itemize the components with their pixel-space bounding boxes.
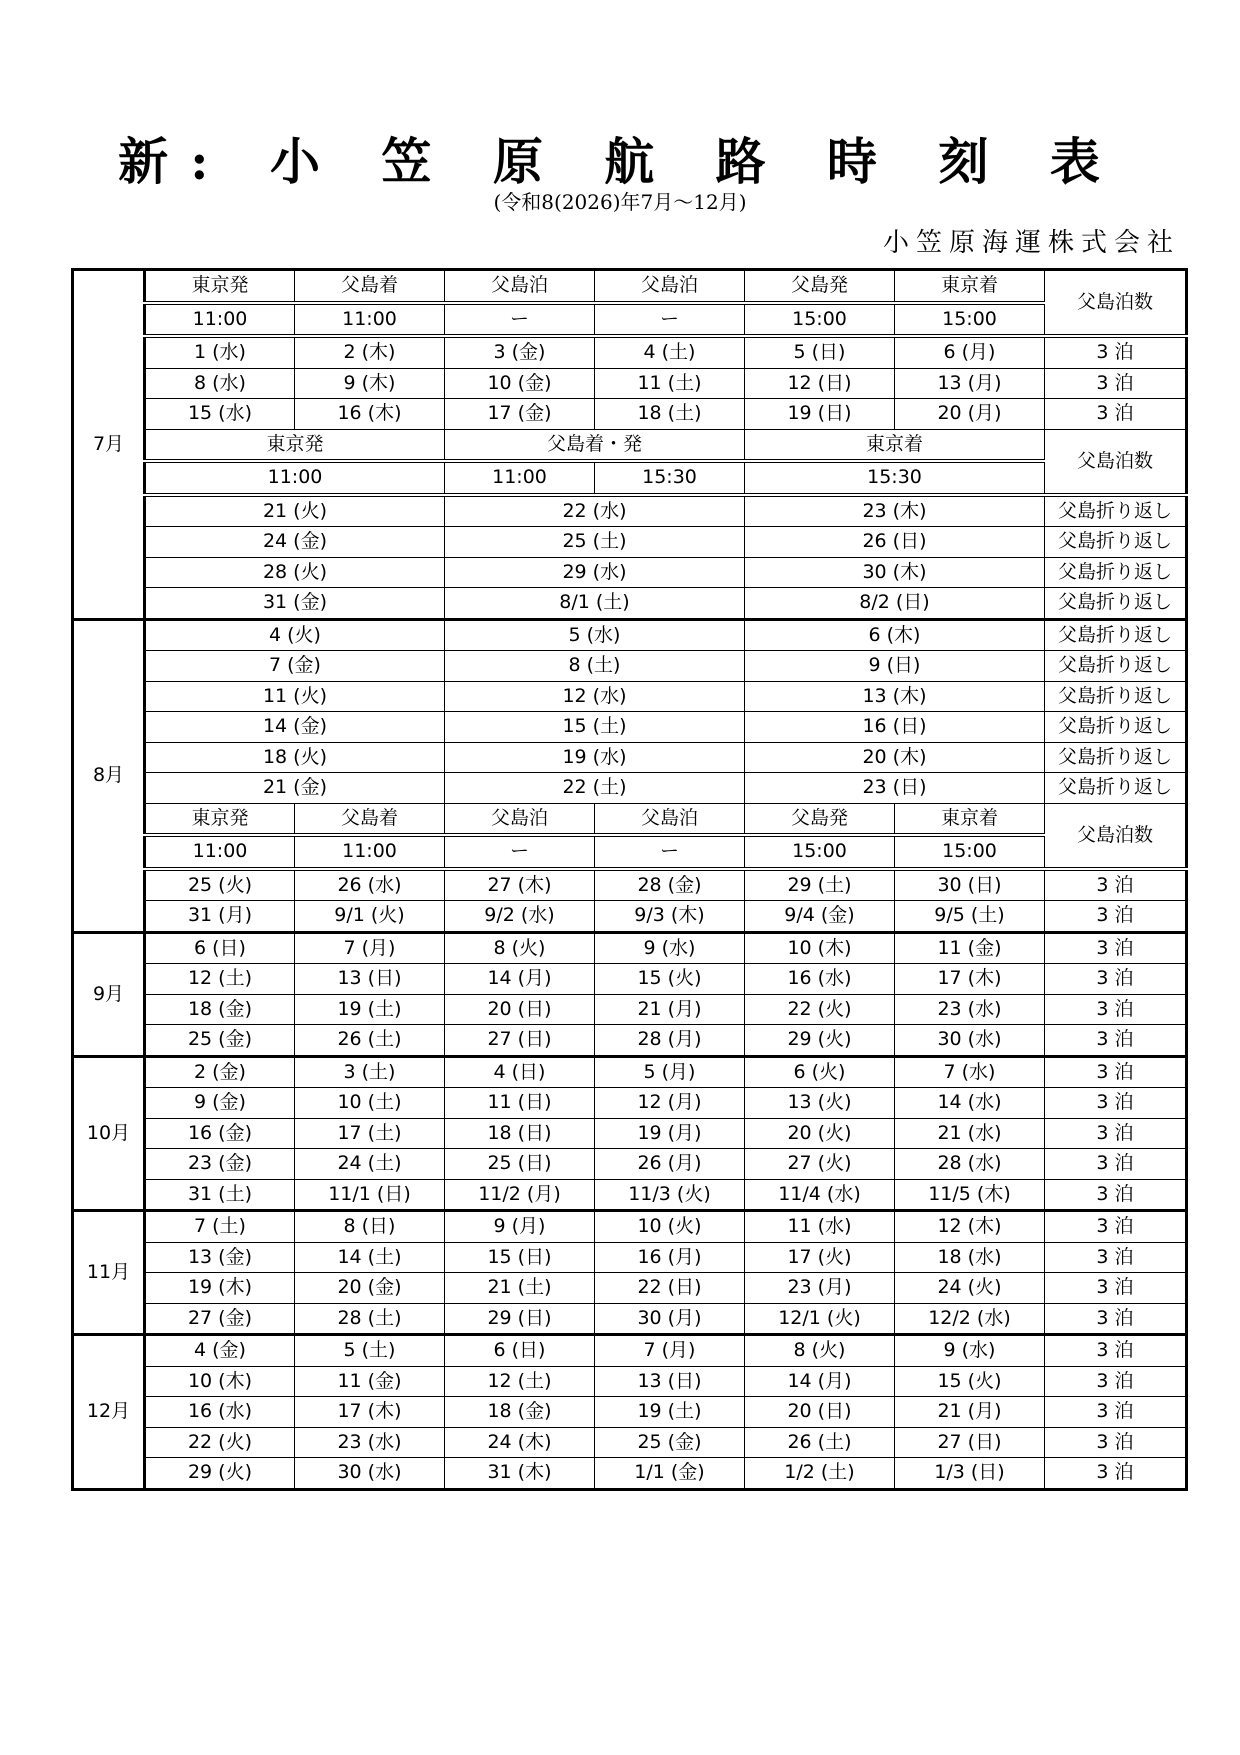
header-row: [73, 270, 1187, 303]
date-cell: 15 (日): [445, 1242, 595, 1273]
table-row: [73, 1211, 1187, 1243]
column-header: 東京着: [895, 270, 1045, 303]
date-cell: 6 (木): [745, 619, 1045, 651]
time-cell: 15:30: [595, 461, 745, 495]
month-label: 10月: [73, 1056, 145, 1211]
nights-cell: 3 泊: [1045, 1211, 1187, 1243]
date-cell: 11 (水): [745, 1211, 895, 1243]
table-row: [73, 588, 1187, 620]
column-header: 父島発: [745, 803, 895, 835]
nights-cell: 3 泊: [1045, 1273, 1187, 1304]
date-cell: 16 (月): [595, 1242, 745, 1273]
table-row: [73, 773, 1187, 804]
time-cell: 15:00: [895, 835, 1045, 869]
date-cell: 12 (日): [745, 368, 895, 399]
table-row: [73, 869, 1187, 901]
month-label: 9月: [73, 932, 145, 1056]
time-cell: 11:00: [145, 303, 295, 337]
date-cell: 2 (金): [145, 1056, 295, 1088]
date-cell: 8 (水): [145, 368, 295, 399]
date-cell: 7 (月): [295, 932, 445, 964]
time-cell: 11:00: [295, 303, 445, 337]
date-cell: 9 (木): [295, 368, 445, 399]
date-cell: 30 (日): [895, 869, 1045, 901]
table-row: [73, 399, 1187, 430]
date-cell: 12/1 (火): [745, 1303, 895, 1335]
date-cell: 13 (木): [745, 681, 1045, 712]
table-row: [73, 712, 1187, 743]
table-row: [73, 994, 1187, 1025]
table-row: [73, 1273, 1187, 1304]
column-header: 父島泊: [445, 270, 595, 303]
table-row: [73, 1056, 1187, 1088]
turnaround-cell: 父島折り返し: [1045, 588, 1187, 620]
date-cell: 21 (金): [145, 773, 445, 804]
date-cell: 22 (土): [445, 773, 745, 804]
company-name: 小笠原海運株式会社: [882, 228, 1180, 258]
date-cell: 9/5 (土): [895, 901, 1045, 933]
nights-cell: 3 泊: [1045, 1335, 1187, 1367]
date-cell: 23 (日): [745, 773, 1045, 804]
date-cell: 15 (土): [445, 712, 745, 743]
date-cell: 14 (金): [145, 712, 445, 743]
date-cell: 21 (火): [145, 495, 445, 527]
date-cell: 27 (木): [445, 869, 595, 901]
date-cell: 14 (土): [295, 1242, 445, 1273]
date-cell: 23 (水): [295, 1427, 445, 1458]
date-cell: 9 (日): [745, 651, 1045, 682]
date-cell: 12/2 (水): [895, 1303, 1045, 1335]
turnaround-cell: 父島折り返し: [1045, 712, 1187, 743]
date-cell: 9/4 (金): [745, 901, 895, 933]
nights-header: 父島泊数: [1045, 429, 1187, 495]
date-cell: 20 (火): [745, 1118, 895, 1149]
date-cell: 31 (金): [145, 588, 445, 620]
date-cell: 5 (土): [295, 1335, 445, 1367]
nights-cell: 3 泊: [1045, 994, 1187, 1025]
nights-cell: 3 泊: [1045, 368, 1187, 399]
turnaround-cell: 父島折り返し: [1045, 742, 1187, 773]
nights-cell: 3 泊: [1045, 1179, 1187, 1211]
date-cell: 16 (木): [295, 399, 445, 430]
nights-cell: 3 泊: [1045, 1056, 1187, 1088]
date-cell: 31 (木): [445, 1458, 595, 1490]
time-row: [73, 835, 1187, 869]
date-cell: 18 (水): [895, 1242, 1045, 1273]
nights-cell: 3 泊: [1045, 1458, 1187, 1490]
date-cell: 12 (木): [895, 1211, 1045, 1243]
table-row: [73, 1366, 1187, 1397]
time-cell: 11:00: [145, 461, 445, 495]
date-cell: 17 (木): [895, 964, 1045, 995]
date-cell: 30 (月): [595, 1303, 745, 1335]
date-cell: 30 (水): [895, 1025, 1045, 1057]
date-cell: 28 (水): [895, 1149, 1045, 1180]
table-row: [73, 1088, 1187, 1119]
date-cell: 19 (日): [745, 399, 895, 430]
turnaround-cell: 父島折り返し: [1045, 557, 1187, 588]
timetable: [71, 268, 1188, 1491]
table-row: [73, 932, 1187, 964]
date-cell: 24 (土): [295, 1149, 445, 1180]
nights-cell: 3 泊: [1045, 1397, 1187, 1428]
table-row: [73, 964, 1187, 995]
date-cell: 7 (月): [595, 1335, 745, 1367]
date-cell: 24 (金): [145, 527, 445, 558]
month-label: 7月: [73, 270, 145, 620]
date-cell: 5 (水): [445, 619, 745, 651]
date-cell: 4 (土): [595, 336, 745, 368]
date-cell: 27 (火): [745, 1149, 895, 1180]
date-cell: 27 (金): [145, 1303, 295, 1335]
date-cell: 17 (木): [295, 1397, 445, 1428]
date-cell: 26 (土): [295, 1025, 445, 1057]
date-cell: 6 (日): [445, 1335, 595, 1367]
date-cell: 20 (月): [895, 399, 1045, 430]
date-cell: 19 (水): [445, 742, 745, 773]
column-header: 父島発: [745, 270, 895, 303]
time-cell: 11:00: [445, 461, 595, 495]
nights-cell: 3 泊: [1045, 1088, 1187, 1119]
date-cell: 8 (土): [445, 651, 745, 682]
date-cell: 26 (土): [745, 1427, 895, 1458]
date-cell: 9/3 (木): [595, 901, 745, 933]
date-cell: 15 (火): [595, 964, 745, 995]
table-row: [73, 1427, 1187, 1458]
date-cell: 21 (水): [895, 1118, 1045, 1149]
table-row: [73, 1303, 1187, 1335]
time-cell: ー: [595, 835, 745, 869]
date-cell: 12 (水): [445, 681, 745, 712]
date-cell: 3 (金): [445, 336, 595, 368]
date-cell: 14 (水): [895, 1088, 1045, 1119]
nights-cell: 3 泊: [1045, 869, 1187, 901]
date-cell: 1 (水): [145, 336, 295, 368]
time-cell: 11:00: [295, 835, 445, 869]
date-cell: 20 (日): [445, 994, 595, 1025]
date-cell: 11/3 (火): [595, 1179, 745, 1211]
date-cell: 18 (金): [145, 994, 295, 1025]
table-row: [73, 1397, 1187, 1428]
time-cell: 15:00: [895, 303, 1045, 337]
date-cell: 20 (木): [745, 742, 1045, 773]
turnaround-cell: 父島折り返し: [1045, 681, 1187, 712]
nights-cell: 3 泊: [1045, 1366, 1187, 1397]
date-cell: 27 (日): [895, 1427, 1045, 1458]
date-cell: 26 (月): [595, 1149, 745, 1180]
date-cell: 12 (土): [445, 1366, 595, 1397]
nights-cell: 3 泊: [1045, 1427, 1187, 1458]
date-cell: 4 (火): [145, 619, 445, 651]
date-cell: 6 (日): [145, 932, 295, 964]
date-cell: 8 (日): [295, 1211, 445, 1243]
date-cell: 10 (木): [745, 932, 895, 964]
date-cell: 23 (月): [745, 1273, 895, 1304]
table-row: [73, 1242, 1187, 1273]
time-cell: 11:00: [145, 835, 295, 869]
date-cell: 7 (金): [145, 651, 445, 682]
date-cell: 6 (月): [895, 336, 1045, 368]
column-header: 父島泊: [595, 803, 745, 835]
date-cell: 25 (土): [445, 527, 745, 558]
nights-cell: 3 泊: [1045, 1118, 1187, 1149]
date-cell: 30 (木): [745, 557, 1045, 588]
turnaround-cell: 父島折り返し: [1045, 495, 1187, 527]
date-cell: 1/2 (土): [745, 1458, 895, 1490]
date-cell: 23 (金): [145, 1149, 295, 1180]
time-row: [73, 461, 1187, 495]
table-row: [73, 368, 1187, 399]
month-label: 11月: [73, 1211, 145, 1335]
date-cell: 4 (日): [445, 1056, 595, 1088]
time-cell: 15:00: [745, 835, 895, 869]
date-cell: 10 (木): [145, 1366, 295, 1397]
date-cell: 7 (土): [145, 1211, 295, 1243]
table-row: [73, 619, 1187, 651]
date-cell: 30 (水): [295, 1458, 445, 1490]
date-cell: 13 (日): [295, 964, 445, 995]
date-cell: 8/2 (日): [745, 588, 1045, 620]
nights-cell: 3 泊: [1045, 901, 1187, 933]
column-header: 東京発: [145, 429, 445, 461]
nights-header: 父島泊数: [1045, 803, 1187, 869]
table-row: [73, 1025, 1187, 1057]
date-cell: 11/2 (月): [445, 1179, 595, 1211]
date-cell: 16 (金): [145, 1118, 295, 1149]
date-cell: 2 (木): [295, 336, 445, 368]
date-cell: 29 (水): [445, 557, 745, 588]
header-row: [73, 803, 1187, 835]
nights-cell: 3 泊: [1045, 1242, 1187, 1273]
date-cell: 7 (水): [895, 1056, 1045, 1088]
date-cell: 11/4 (水): [745, 1179, 895, 1211]
page-title: 新: 小 笠 原 航 路 時 刻 表: [118, 132, 1122, 191]
date-cell: 22 (火): [745, 994, 895, 1025]
date-cell: 25 (日): [445, 1149, 595, 1180]
column-header: 父島泊: [595, 270, 745, 303]
date-cell: 31 (月): [145, 901, 295, 933]
date-cell: 13 (火): [745, 1088, 895, 1119]
table-row: [73, 527, 1187, 558]
date-cell: 9/1 (火): [295, 901, 445, 933]
date-cell: 15 (火): [895, 1366, 1045, 1397]
table-row: [73, 651, 1187, 682]
date-cell: 24 (火): [895, 1273, 1045, 1304]
date-cell: 13 (金): [145, 1242, 295, 1273]
date-cell: 12 (月): [595, 1088, 745, 1119]
turnaround-cell: 父島折り返し: [1045, 773, 1187, 804]
column-header: 父島泊: [445, 803, 595, 835]
header-row: [73, 429, 1187, 461]
date-cell: 17 (火): [745, 1242, 895, 1273]
date-cell: 18 (金): [445, 1397, 595, 1428]
date-cell: 1/3 (日): [895, 1458, 1045, 1490]
date-cell: 29 (火): [745, 1025, 895, 1057]
column-header: 父島着: [295, 803, 445, 835]
date-cell: 26 (日): [745, 527, 1045, 558]
date-cell: 21 (月): [595, 994, 745, 1025]
date-cell: 16 (水): [745, 964, 895, 995]
date-cell: 9 (水): [595, 932, 745, 964]
date-cell: 18 (火): [145, 742, 445, 773]
date-cell: 11 (日): [445, 1088, 595, 1119]
nights-header: 父島泊数: [1045, 270, 1187, 337]
table-row: [73, 901, 1187, 933]
time-cell: ー: [595, 303, 745, 337]
date-cell: 17 (金): [445, 399, 595, 430]
date-cell: 19 (土): [595, 1397, 745, 1428]
date-cell: 11 (金): [295, 1366, 445, 1397]
date-cell: 5 (月): [595, 1056, 745, 1088]
date-cell: 13 (日): [595, 1366, 745, 1397]
table-row: [73, 1335, 1187, 1367]
date-cell: 24 (木): [445, 1427, 595, 1458]
nights-cell: 3 泊: [1045, 399, 1187, 430]
date-cell: 9 (水): [895, 1335, 1045, 1367]
date-cell: 11 (金): [895, 932, 1045, 964]
table-row: [73, 1179, 1187, 1211]
date-cell: 22 (火): [145, 1427, 295, 1458]
table-row: [73, 336, 1187, 368]
nights-cell: 3 泊: [1045, 1149, 1187, 1180]
turnaround-cell: 父島折り返し: [1045, 527, 1187, 558]
date-cell: 5 (日): [745, 336, 895, 368]
date-cell: 8 (火): [445, 932, 595, 964]
column-header: 東京着: [745, 429, 1045, 461]
date-cell: 21 (土): [445, 1273, 595, 1304]
table-row: [73, 495, 1187, 527]
date-cell: 6 (火): [745, 1056, 895, 1088]
date-cell: 31 (土): [145, 1179, 295, 1211]
date-cell: 28 (土): [295, 1303, 445, 1335]
date-cell: 10 (金): [445, 368, 595, 399]
date-cell: 9/2 (水): [445, 901, 595, 933]
column-header: 東京発: [145, 803, 295, 835]
date-cell: 10 (土): [295, 1088, 445, 1119]
time-cell: ー: [445, 835, 595, 869]
turnaround-cell: 父島折り返し: [1045, 651, 1187, 682]
date-cell: 26 (水): [295, 869, 445, 901]
date-cell: 19 (木): [145, 1273, 295, 1304]
date-cell: 21 (月): [895, 1397, 1045, 1428]
column-header: 東京発: [145, 270, 295, 303]
table-row: [73, 1118, 1187, 1149]
table-row: [73, 681, 1187, 712]
date-cell: 16 (日): [745, 712, 1045, 743]
nights-cell: 3 泊: [1045, 336, 1187, 368]
date-cell: 11 (火): [145, 681, 445, 712]
column-header: 父島着: [295, 270, 445, 303]
date-cell: 17 (土): [295, 1118, 445, 1149]
date-cell: 11 (土): [595, 368, 745, 399]
date-cell: 16 (水): [145, 1397, 295, 1428]
date-cell: 14 (月): [745, 1366, 895, 1397]
date-cell: 23 (水): [895, 994, 1045, 1025]
date-cell: 25 (金): [145, 1025, 295, 1057]
date-cell: 4 (金): [145, 1335, 295, 1367]
date-cell: 20 (日): [745, 1397, 895, 1428]
date-cell: 10 (火): [595, 1211, 745, 1243]
date-cell: 19 (土): [295, 994, 445, 1025]
date-cell: 18 (日): [445, 1118, 595, 1149]
date-cell: 29 (土): [745, 869, 895, 901]
date-cell: 23 (木): [745, 495, 1045, 527]
date-cell: 3 (土): [295, 1056, 445, 1088]
time-cell: 15:00: [745, 303, 895, 337]
nights-cell: 3 泊: [1045, 1025, 1187, 1057]
date-cell: 28 (金): [595, 869, 745, 901]
month-label: 12月: [73, 1335, 145, 1490]
column-header: 東京着: [895, 803, 1045, 835]
date-cell: 15 (水): [145, 399, 295, 430]
table-row: [73, 557, 1187, 588]
date-cell: 28 (火): [145, 557, 445, 588]
date-cell: 29 (日): [445, 1303, 595, 1335]
time-cell: 15:30: [745, 461, 1045, 495]
date-cell: 11/1 (日): [295, 1179, 445, 1211]
date-cell: 9 (月): [445, 1211, 595, 1243]
date-cell: 22 (日): [595, 1273, 745, 1304]
date-cell: 12 (土): [145, 964, 295, 995]
month-label: 8月: [73, 619, 145, 932]
date-cell: 14 (月): [445, 964, 595, 995]
nights-cell: 3 泊: [1045, 1303, 1187, 1335]
table-row: [73, 1149, 1187, 1180]
date-cell: 18 (土): [595, 399, 745, 430]
column-header: 父島着・発: [445, 429, 745, 461]
turnaround-cell: 父島折り返し: [1045, 619, 1187, 651]
date-cell: 19 (月): [595, 1118, 745, 1149]
date-cell: 8 (火): [745, 1335, 895, 1367]
date-cell: 20 (金): [295, 1273, 445, 1304]
nights-cell: 3 泊: [1045, 964, 1187, 995]
date-cell: 27 (日): [445, 1025, 595, 1057]
nights-cell: 3 泊: [1045, 932, 1187, 964]
time-cell: ー: [445, 303, 595, 337]
date-cell: 8/1 (土): [445, 588, 745, 620]
date-cell: 22 (水): [445, 495, 745, 527]
time-row: [73, 303, 1187, 337]
date-cell: 25 (金): [595, 1427, 745, 1458]
date-cell: 9 (金): [145, 1088, 295, 1119]
table-row: [73, 1458, 1187, 1490]
date-cell: 25 (火): [145, 869, 295, 901]
date-cell: 11/5 (木): [895, 1179, 1045, 1211]
date-cell: 1/1 (金): [595, 1458, 745, 1490]
period-subtitle: (令和8(2026)年7月～12月): [493, 190, 747, 214]
table-row: [73, 742, 1187, 773]
date-cell: 28 (月): [595, 1025, 745, 1057]
date-cell: 13 (月): [895, 368, 1045, 399]
date-cell: 29 (火): [145, 1458, 295, 1490]
